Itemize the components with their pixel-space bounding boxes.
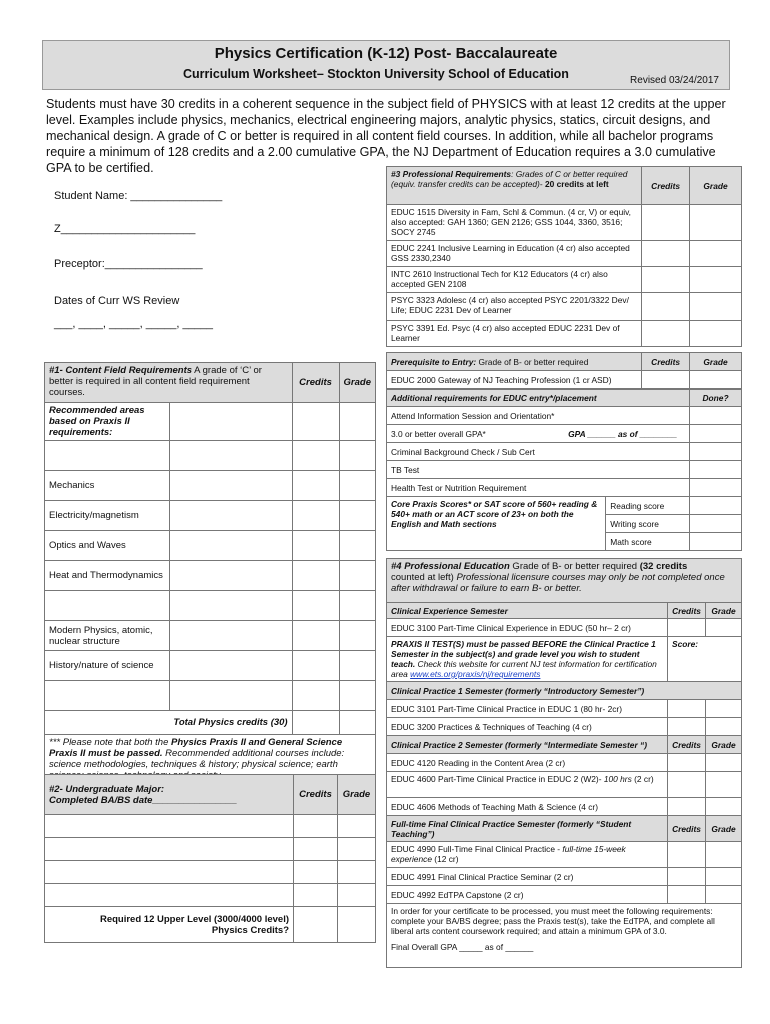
grade-cell[interactable] [337,838,375,861]
row-label [45,591,170,621]
course-cell[interactable] [169,561,292,591]
ets-link[interactable]: www.ets.org/praxis/nj/requirements [410,669,541,679]
credits-cell[interactable] [294,815,338,838]
grade-cell[interactable] [337,861,375,884]
credits-cell[interactable] [668,886,706,904]
grade-cell[interactable] [339,681,376,711]
grade-cell[interactable] [339,403,376,441]
grade-cell[interactable] [337,884,375,907]
credits-cell[interactable] [292,403,339,441]
grade-cell[interactable] [706,842,742,868]
credits-cell[interactable] [668,842,706,868]
section3-grade-header: Grade [690,167,742,205]
credits-cell[interactable] [292,621,339,651]
course-cell[interactable] [169,651,292,681]
course-educ3200: EDUC 3200 Practices & Techniques of Teaching (4 cr) [387,718,668,736]
upper-level-label: Required 12 Upper Level (3000/4000 level) Physics Credits? [45,907,294,943]
credits-header: Credits [668,603,706,619]
course-psyc3391: PSYC 3391 Ed. Psyc (4 cr) also accepted EDUC 2231 Dev of Learner [387,321,642,347]
area-optics: Optics and Waves [45,531,170,561]
writing-score-cell[interactable] [690,515,742,533]
credits-cell[interactable] [642,241,690,267]
area-mechanics: Mechanics [45,471,170,501]
area-modern-physics: Modern Physics, atomic, nuclear structure [45,621,170,651]
course-cell[interactable] [169,441,292,471]
row-label [45,681,170,711]
credits-cell[interactable] [292,531,339,561]
recommended-areas-label: Recommended areas based on Praxis II requirements: [45,403,170,441]
grade-cell[interactable] [706,700,742,718]
course-educ3101: EDUC 3101 Part-Time Clinical Practice in EDUC 1 (80 hr- 2cr) [387,700,668,718]
section3-credits-header: Credits [642,167,690,205]
credits-cell[interactable] [292,681,339,711]
course-educ2000: EDUC 2000 Gateway of NJ Teaching Profession (1 cr ASD) [387,371,642,389]
area-electricity: Electricity/magnetism [45,501,170,531]
req-background-check: Criminal Background Check / Sub Cert [387,443,690,461]
req-health-test: Health Test or Nutrition Requirement [387,479,690,497]
upper-grade-cell[interactable] [337,907,375,943]
course-educ4600: EDUC 4600 Part-Time Clinical Practice in EDUC 2 (W2)- 100 hrs (2 cr) [387,772,668,798]
clinical-practice-2-header: Clinical Practice 2 Semester (formerly “Intermediate Semester “) [387,736,668,754]
done-checkbox[interactable] [690,425,742,443]
grade-cell[interactable] [339,441,376,471]
credits-cell[interactable] [668,700,706,718]
credits-cell[interactable] [292,651,339,681]
row-label [45,441,170,471]
final-requirements-note: In order for your certificate to be processed, you must meet the following requirements: complete your BA/BS degree; pass the Praxis test(s), take the EdTPA, and complete all liberal arts content coursework required; and attain a minimum GPA of 3.0. Final Overall GPA _____ as of ______ [387,904,742,968]
gpa-field[interactable]: GPA ______ as of ________ [568,428,678,439]
credits-cell[interactable] [292,501,339,531]
math-score-label: Math score [606,533,690,551]
course-cell[interactable] [169,531,292,561]
done-checkbox[interactable] [690,443,742,461]
credits-cell[interactable] [668,754,706,772]
course-educ4606: EDUC 4606 Methods of Teaching Math & Science (4 cr) [387,798,668,816]
grade-cell[interactable] [706,772,742,798]
praxis-score-cell[interactable]: Score: [668,637,742,682]
course-educ4991: EDUC 4991 Final Clinical Practice Seminar (2 cr) [387,868,668,886]
major-course-cell[interactable] [45,815,294,838]
credits-cell[interactable] [292,561,339,591]
credits-cell[interactable] [292,471,339,501]
grade-header: Grade [706,603,742,619]
credits-cell[interactable] [668,619,706,637]
prerequisite-table [386,352,742,389]
preceptor-field[interactable]: Preceptor:________________ [54,258,203,270]
grade-cell[interactable] [339,591,376,621]
praxis-ii-note: PRAXIS II TEST(S) must be passed BEFORE the Clinical Practice 1 Semester in the subject(s) and grade level you wish to student teach. Check this website for current NJ test information for certification area www.ets.org/praxis/nj/requirements [387,637,668,682]
section2-grade-header: Grade [337,775,375,815]
page-title: Physics Certification (K-12) Post- Baccalaureate [214,45,558,62]
section1-grade-header: Grade [339,363,376,403]
req-tb-test: TB Test [387,461,690,479]
done-checkbox[interactable] [690,461,742,479]
section1-header: #1- Content Field Requirements A grade of ‘C’ or better is required in all content field requirement courses. [45,363,293,403]
grade-cell[interactable] [690,205,742,241]
done-checkbox[interactable] [690,407,742,425]
grade-cell[interactable] [339,621,376,651]
prereq-grade-header: Grade [690,353,742,371]
grade-cell[interactable] [706,718,742,736]
req-info-session: Attend Information Session and Orientation* [387,407,690,425]
section4-header: #4 Professional Education Grade of B- or better required (32 credits counted at left) Professional licensure courses may only be not completed once after withdrawal or failure to earn B- or better. [387,559,742,603]
reading-score-label: Reading score [606,497,690,515]
prereq-credits-header: Credits [642,353,690,371]
course-cell[interactable] [169,621,292,651]
grade-cell[interactable] [339,531,376,561]
header-box [42,40,730,90]
major-course-cell[interactable] [45,884,294,907]
credits-cell[interactable] [292,591,339,621]
clinical-experience-header: Clinical Experience Semester [387,603,668,619]
grade-cell[interactable] [339,651,376,681]
final-gpa-field[interactable]: Final Overall GPA _____ as of ______ [391,942,534,952]
revised-date: Revised 03/24/2017 [630,75,719,86]
credits-cell[interactable] [292,441,339,471]
credits-cell[interactable] [642,205,690,241]
credits-cell[interactable] [642,293,690,321]
section2-credits-header: Credits [294,775,338,815]
credits-header: Credits [668,736,706,754]
course-cell[interactable] [169,681,292,711]
major-course-cell[interactable] [45,861,294,884]
credits-cell[interactable] [668,772,706,798]
clinical-practice-1-header: Clinical Practice 1 Semester (formerly “Introductory Semester”) [387,682,742,700]
z-number-field[interactable]: Z______________________ [54,223,196,235]
course-cell[interactable] [169,471,292,501]
professional-education-table [386,558,742,968]
done-checkbox[interactable] [690,479,742,497]
course-educ4990: EDUC 4990 Full-Time Final Clinical Practice - full-time 15-week experience (12 cr) [387,842,668,868]
credits-cell[interactable] [642,371,690,389]
grade-cell[interactable] [690,371,742,389]
section1-credits-header: Credits [292,363,339,403]
credits-cell[interactable] [642,267,690,293]
course-educ1515: EDUC 1515 Diversity in Fam, Schl & Commun. (4 cr, V) or equiv, also accepted: GAH 1360; GEN 2126; GSS 1044, 3360, 3516; SOCY 2745 [387,205,642,241]
grade-cell[interactable] [706,754,742,772]
area-history: History/nature of science [45,651,170,681]
student-name-field[interactable]: Student Name: _______________ [54,190,223,202]
additional-requirements-table [386,389,742,551]
additional-header: Additional requirements for EDUC entry*/placement [387,390,690,407]
reading-score-cell[interactable] [690,497,742,515]
req-gpa: 3.0 or better overall GPA* GPA ______ as of ________ [387,425,690,443]
credits-cell[interactable] [668,798,706,816]
grade-cell[interactable] [690,321,742,347]
course-intc2610: INTC 2610 Instructional Tech for K12 Educators (4 cr) also accepted GEN 2108 [387,267,642,293]
credits-cell[interactable] [294,861,338,884]
course-psyc3323: PSYC 3323 Adolesc (4 cr) also accepted PSYC 2201/3322 Dev/ Life; EDUC 2231 Dev of Learner [387,293,642,321]
final-clinical-header: Full-time Final Clinical Practice Semester (formerly “Student Teaching”) [387,816,668,842]
course-educ2241: EDUC 2241 Inclusive Learning in Education (4 cr) also accepted GSS 2330,2340 [387,241,642,267]
professional-requirements-table [386,166,742,347]
praxis-note: *** Please note that both the Physics Praxis II and General Science Praxis II must be passed. Recommended additional courses include: science methodologies, techniques & history; physical science; earth [45,735,376,785]
area-heat: Heat and Thermodynamics [45,561,170,591]
grade-cell[interactable] [690,241,742,267]
grade-cell[interactable] [706,798,742,816]
undergraduate-major-table [44,774,376,943]
grade-cell[interactable] [339,561,376,591]
intro-paragraph: Students must have 30 credits in a coherent sequence in the subject field of PHYSICS with at least 12 credits at the upper level. Examples include physics, mechanics, electrical engineering majors, analytic physics, statics, circuit designs, and mechanical design. A grade of C or better is required in all content field courses. In addition, while all bachelor programs require a minimum of 128 credits and a 2.00 cumulative GPA, the NJ Department of Education requires a 3.0 cumulative GPA to be certified. [46,97,726,175]
content-field-table [44,362,376,785]
grade-header: Grade [706,816,742,842]
course-educ3100: EDUC 3100 Part-Time Clinical Experience in EDUC (50 hr– 2 cr) [387,619,668,637]
prereq-header: Prerequisite to Entry: Grade of B- or better required [387,353,642,371]
grade-cell[interactable] [690,267,742,293]
total-credits-cell[interactable] [292,711,339,735]
writing-score-label: Writing score [606,515,690,533]
credits-cell[interactable] [294,838,338,861]
course-educ4120: EDUC 4120 Reading in the Content Area (2 cr) [387,754,668,772]
upper-credits-cell[interactable] [294,907,338,943]
core-praxis-requirement: Core Praxis Scores* or SAT score of 560+ reading & 540+ math or an ACT score of 23+ on both the English and Math sections [387,497,606,551]
credits-cell[interactable] [294,884,338,907]
page-subtitle: Curriculum Worksheet– Stockton University School of Education [183,67,569,81]
grade-cell[interactable] [706,886,742,904]
grade-cell[interactable] [690,293,742,321]
math-score-cell[interactable] [690,533,742,551]
grade-cell[interactable] [706,619,742,637]
course-cell[interactable] [169,591,292,621]
credits-cell[interactable] [668,718,706,736]
credits-header: Credits [668,816,706,842]
course-cell[interactable] [169,403,292,441]
dates-review-label: Dates of Curr WS Review [54,295,180,307]
course-cell[interactable] [169,501,292,531]
credits-cell[interactable] [668,868,706,886]
dates-review-blanks[interactable]: ___, ____, _____, _____, _____ [54,318,214,330]
credits-cell[interactable] [642,321,690,347]
grade-cell[interactable] [337,815,375,838]
grade-cell[interactable] [339,501,376,531]
total-physics-credits-label: Total Physics credits (30) [45,711,293,735]
section3-header: #3 Professional Requirements: Grades of C or better required (equiv. transfer credits can be accepted)- 20 credits at left [387,167,642,205]
major-course-cell[interactable] [45,838,294,861]
grade-cell[interactable] [706,868,742,886]
total-grade-cell[interactable] [339,711,376,735]
course-educ4992: EDUC 4992 EdTPA Capstone (2 cr) [387,886,668,904]
grade-cell[interactable] [339,471,376,501]
section2-header: #2- Undergraduate Major: Completed BA/BS date________________ [45,775,294,815]
done-header: Done? [690,390,742,407]
grade-header: Grade [706,736,742,754]
